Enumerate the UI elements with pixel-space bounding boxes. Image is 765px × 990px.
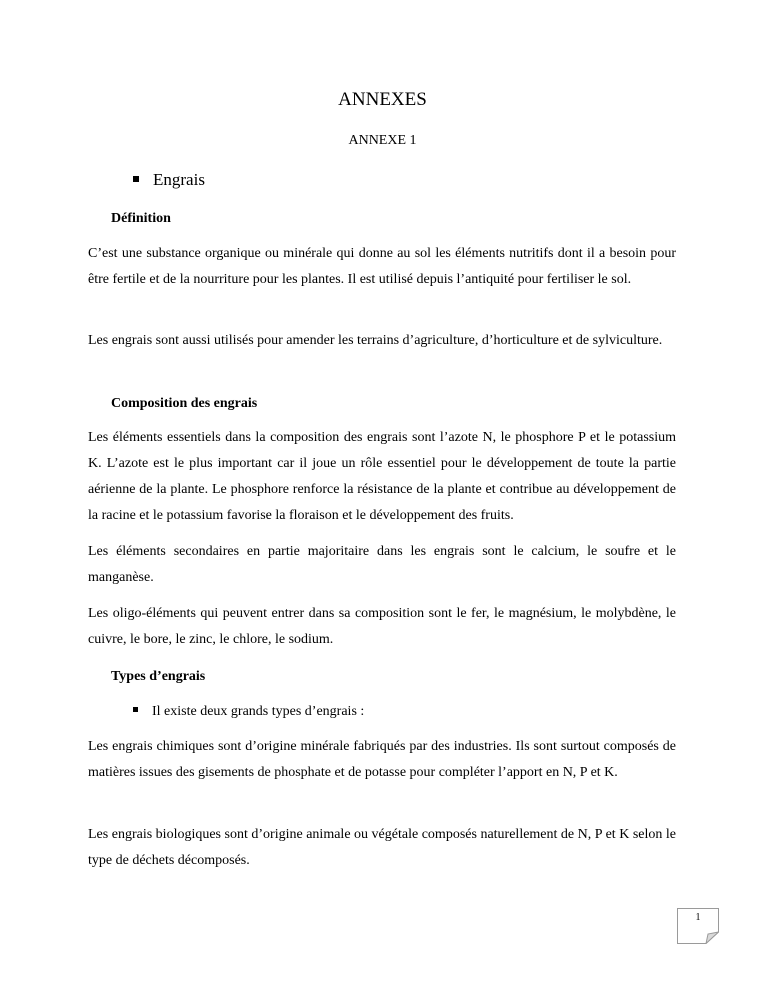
composition-paragraph-3: Les oligo-éléments qui peuvent entrer dans sa composition sont le fer, le magnésium, le molybdène, le cuivre, le bore, le zinc, le chlore, le sodium. bbox=[88, 606, 676, 647]
definition-paragraph-1: C’est une substance organique ou minérale qui donne au sol les éléments nutritifs dont il a besoin pour être fertile et de la nourriture pour les plantes. Il est utilisé depuis l’antiquité pour fertiliser le sol. bbox=[88, 246, 676, 287]
page-number-badge bbox=[677, 908, 719, 944]
page-number: 1 bbox=[695, 912, 701, 923]
types-bullet-label: Il existe deux grands types d’engrais : bbox=[152, 704, 365, 719]
composition-paragraph-1: Les éléments essentiels dans la composition des engrais sont l’azote N, le phosphore P et le potassium K. L’azote est le plus important car il joue un rôle essentiel pour le développement de toute la partie aérienne de la plante. Le phosphore renforce la résistance de la plante et contribue au développement de la racine et le potassium favorise la floraison et le développement des fruits. bbox=[88, 430, 676, 523]
composition-heading: Composition des engrais bbox=[111, 396, 258, 411]
definition-heading: Définition bbox=[111, 211, 171, 226]
types-paragraph-1: Les engrais chimiques sont d’origine minérale fabriqués par des industries. Ils sont surtout composés de matières issues des gisements de phosphate et de potasse pour compléter l’apport en N, P et K. bbox=[88, 739, 676, 780]
page-title: ANNEXES bbox=[338, 89, 427, 110]
types-bullet-item bbox=[133, 703, 364, 721]
types-heading: Types d’engrais bbox=[111, 669, 206, 684]
square-bullet-icon bbox=[133, 707, 138, 712]
composition-paragraph-2: Les éléments secondaires en partie majoritaire dans les engrais sont le calcium, le soufre et le manganèse. bbox=[88, 544, 676, 585]
annex-subtitle: ANNEXE 1 bbox=[348, 133, 417, 148]
definition-paragraph-2: Les engrais sont aussi utilisés pour amender les terrains d’agriculture, d’horticulture et de sylviculture. bbox=[88, 333, 663, 348]
main-bullet-item bbox=[133, 169, 205, 191]
types-paragraph-2: Les engrais biologiques sont d’origine animale ou végétale composés naturellement de N, P et K selon le type de déchets décomposés. bbox=[88, 827, 676, 868]
square-bullet-icon bbox=[133, 176, 139, 182]
main-bullet-label: Engrais bbox=[153, 170, 205, 189]
